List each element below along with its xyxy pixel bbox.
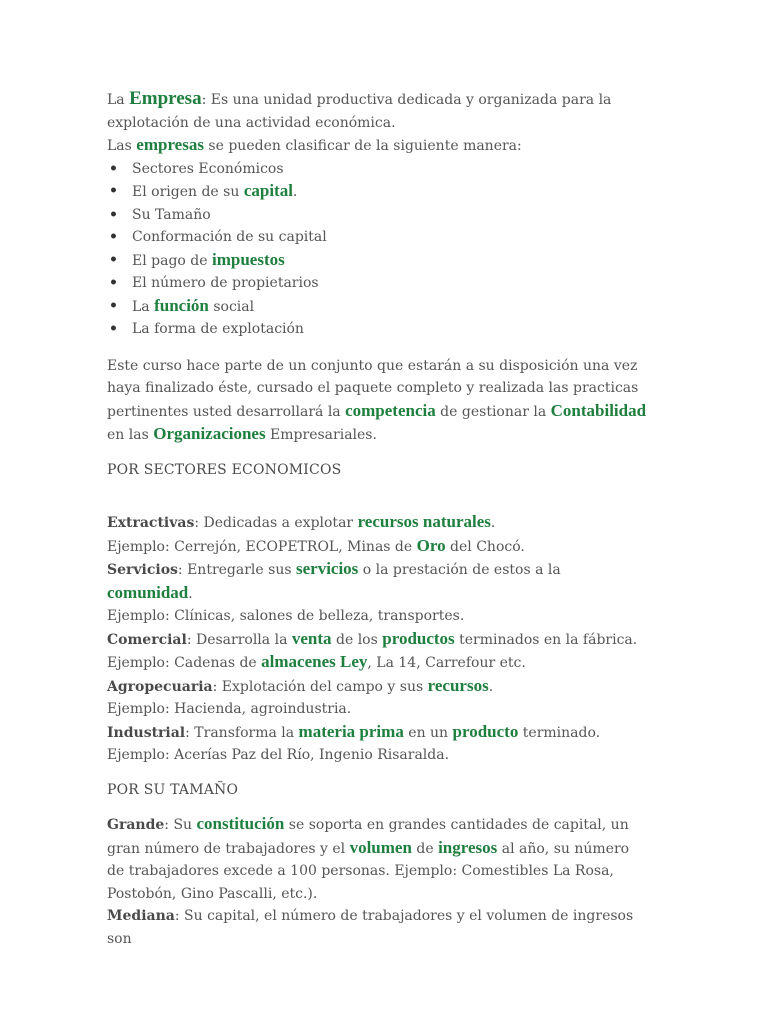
text: de gestionar la [435, 403, 551, 420]
text: en las [107, 427, 154, 443]
keyword-link-organizaciones[interactable]: Organizaciones [153, 424, 266, 443]
text: : Su capital, el número de trabajadores y el volumen de ingresos son [107, 908, 634, 947]
text: . [488, 678, 494, 695]
sector-example [107, 651, 647, 675]
text: . [490, 515, 496, 531]
keyword-link-competencia[interactable]: competencia [345, 400, 436, 420]
keyword-link-capital[interactable]: capital [243, 181, 293, 200]
intro-definition [107, 88, 647, 134]
text: Empresariales. [265, 427, 377, 443]
text: Ejemplo: Cadenas de [107, 655, 262, 671]
keyword-link-empresa[interactable]: Empresa [129, 88, 202, 109]
keyword-link-ingresos[interactable]: ingresos [438, 837, 498, 857]
keyword-link-funcion[interactable]: función [154, 295, 209, 315]
sector-entry [107, 675, 647, 699]
keyword-link-empresas[interactable]: empresas [136, 135, 204, 154]
sector-label: Servicios [107, 562, 178, 578]
text: La forma de explotación [132, 321, 304, 337]
list-item [107, 180, 647, 204]
list-item [107, 318, 647, 341]
list-item [107, 158, 647, 181]
keyword-link-productos[interactable]: productos [382, 628, 455, 648]
text: se soporta en grandes cantidades de capital, un gran número de trabajadores y el [107, 817, 629, 857]
text: Su Tamaño [132, 206, 211, 223]
text: social [208, 298, 255, 315]
sector-entry [107, 558, 647, 605]
list-item [107, 226, 647, 249]
text: Ejemplo: Hacienda, agroindustria. [107, 701, 352, 717]
course-paragraph [107, 355, 647, 447]
text: La [132, 298, 155, 315]
keyword-link-comunidad[interactable]: comunidad [107, 582, 189, 602]
list-item [107, 272, 647, 295]
text: : Su [164, 817, 197, 833]
text: : Explotación del campo y sus [212, 678, 428, 695]
text: , La 14, Carrefour etc. [367, 655, 526, 671]
text: Sectores Económicos [132, 160, 284, 177]
text: Conformación de su capital [132, 229, 327, 245]
classification-list [107, 158, 647, 341]
keyword-link-constitucion[interactable]: constitución [196, 814, 285, 833]
text: o la prestación de estos a la [358, 562, 561, 578]
keyword-link-almacenes-ley[interactable]: almacenes Ley [261, 652, 368, 671]
keyword-link-venta[interactable]: venta [291, 628, 332, 648]
list-item [107, 295, 647, 319]
keyword-link-oro[interactable]: Oro [416, 535, 446, 555]
keyword-link-volumen[interactable]: volumen [349, 837, 412, 857]
keyword-link-producto[interactable]: producto [452, 721, 519, 741]
text: Ejemplo: Cerrejón, ECOPETROL, Minas de [107, 538, 417, 555]
size-label: Grande [107, 817, 165, 833]
sector-example [107, 605, 647, 628]
text: : Es una unidad productiva dedicada y organizada para la explotación de una actividad económica. [107, 92, 612, 131]
text: se pueden clasificar de la siguiente manera: [203, 138, 522, 154]
keyword-link-materia-prima[interactable]: materia prima [298, 721, 404, 741]
text: : Transforma la [185, 724, 299, 741]
text: terminado. [518, 724, 601, 741]
list-item [107, 204, 647, 227]
keyword-link-recursos-naturales[interactable]: recursos naturales [357, 512, 491, 531]
text: en un [403, 724, 453, 741]
text: . [292, 184, 298, 200]
sector-entry [107, 721, 647, 745]
text: al año, su número de trabajadores excede a 100 personas. Ejemplo: Comestibles La Rosa, Postobón, Gino Pascalli, etc.). [107, 840, 630, 902]
size-grande [107, 813, 647, 905]
size-mediana [107, 905, 647, 950]
text: . [188, 585, 193, 602]
sector-label: Extractivas [107, 515, 195, 531]
text: El pago de [132, 252, 212, 269]
sector-label: Agropecuaria [107, 678, 213, 695]
sector-example [107, 698, 647, 721]
text: Ejemplo: Acerías Paz del Río, Ingenio Risaralda. [107, 747, 450, 763]
text: de los [331, 631, 383, 648]
text: Este curso hace parte de un conjunto que estarán a su disposición una vez haya finalizado éste, cursado el paquete completo y realizada las practicas pertinentes usted desarrollará la [107, 357, 639, 420]
keyword-link-servicios[interactable]: servicios [295, 559, 359, 578]
document-body [107, 88, 647, 950]
sector-example [107, 535, 647, 559]
sector-example [107, 744, 647, 767]
text: : Dedicadas a explotar [194, 515, 358, 531]
text: del Chocó. [445, 538, 525, 555]
section-heading-sectores: POR SECTORES ECONOMICOS [107, 461, 342, 478]
size-label: Mediana [107, 908, 175, 924]
text: El origen de su [132, 184, 244, 200]
sector-label: Comercial [107, 631, 187, 648]
text: La [107, 92, 130, 108]
text: de [411, 840, 439, 857]
text: Las [107, 138, 137, 154]
sector-entry [107, 628, 647, 652]
sector-label: Industrial [107, 724, 186, 741]
text: : Desarrolla la [186, 631, 292, 648]
sector-entry [107, 511, 647, 535]
text: terminados en la fábrica. [454, 631, 638, 648]
list-item [107, 249, 647, 273]
text: : Entregarle sus [177, 562, 296, 578]
text: El número de propietarios [132, 275, 319, 291]
intro-classification [107, 134, 647, 158]
keyword-link-recursos[interactable]: recursos [427, 675, 489, 695]
text: Ejemplo: Clínicas, salones de belleza, transportes. [107, 608, 465, 624]
keyword-link-impuestos[interactable]: impuestos [212, 249, 285, 269]
section-heading-tamano: POR SU TAMAÑO [107, 781, 239, 798]
keyword-link-contabilidad[interactable]: Contabilidad [550, 400, 647, 420]
